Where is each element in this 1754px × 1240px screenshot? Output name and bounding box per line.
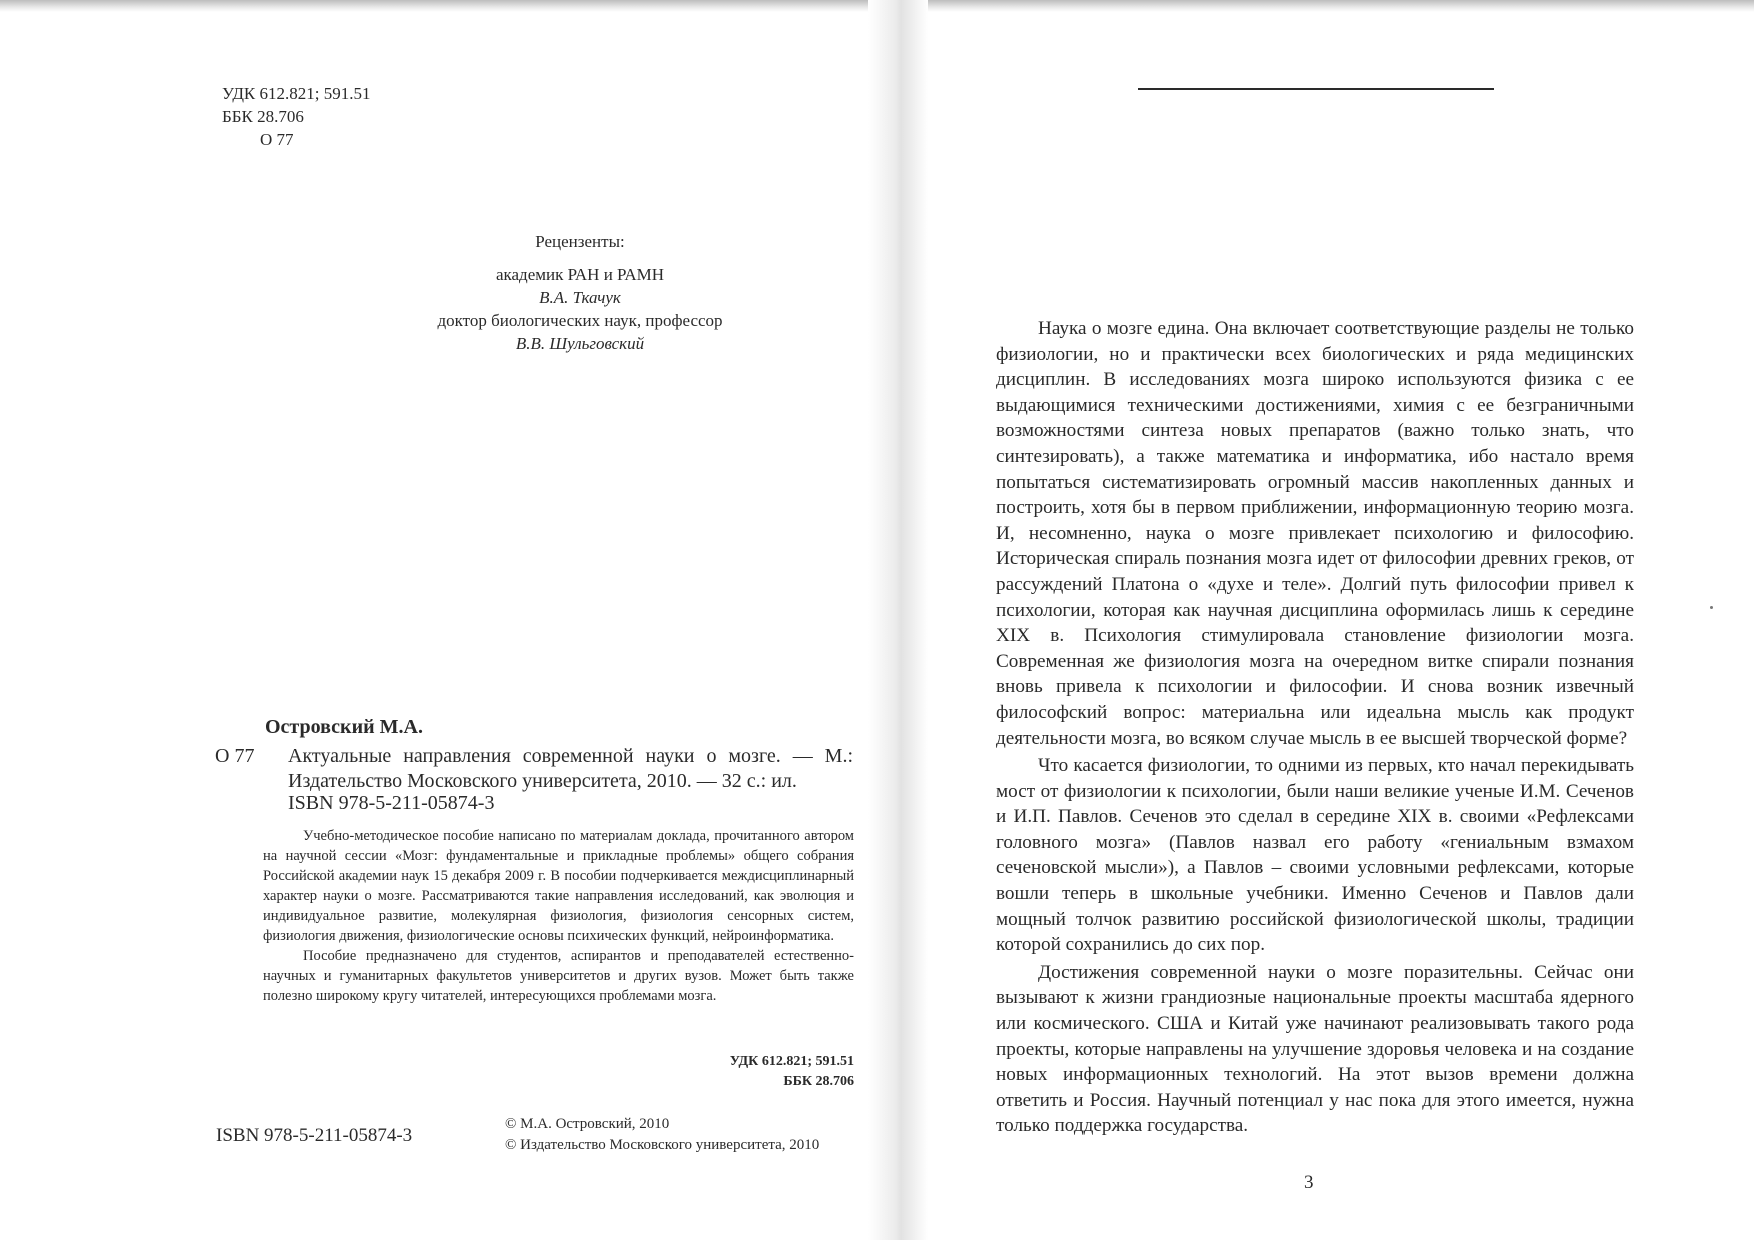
bbk-code: ББК 28.706 — [222, 107, 304, 126]
bbk-code-bottom: ББК 28.706 — [783, 1074, 854, 1089]
main-text — [996, 316, 1634, 1139]
copyright-author: © М.А. Островский, 2010 — [505, 1116, 670, 1132]
catalog-isbn: ISBN 978-5-211-05874-3 — [288, 792, 495, 814]
body-paragraph: Что касается физиологии, то одними из первых, кто начал перекидывать мост от физиологии к психологии, были наши великие ученые И.М. Сеченов и И.П. Павлов. Сеченов это сделал в середине XIX в. своими «Рефлексами головного мозга» (Павлов назвал его работу «гениальным взмахом сеченовской мысли»), а Павлов – своими условными рефлексами, которые вошли теперь в школьные учебники. Именно Сеченов и Павлов дали мощный толчок развитию российской физиологической школы, традиции которой сохранились до сих пор. — [996, 755, 1634, 956]
reviewers-block — [380, 230, 780, 355]
body-paragraph: Достижения современной науки о мозге поразительны. Сейчас они вызывают к жизни грандиозные национальные проекты масштаба ядерного или космического. США и Китай уже начинают реализовывать такого рода проекты, которые направлены на улучшение здоровья человека и на создание новых информационных технологий. На этот вызов времени должна ответить и Россия. Научный потенциал у нас пока для этого имеется, нужна только поддержка государства. — [996, 961, 1634, 1137]
copyright-publisher: © Издательство Московского университета, 2010 — [505, 1137, 820, 1153]
reviewer-title: академик РАН и РАМН — [495, 265, 665, 284]
reviewer-title: доктор биологических наук, профессор — [437, 311, 723, 330]
body-paragraph: Наука о мозге едина. Она включает соответствующие разделы не только физиологии, но и практически всех биологических и ряда медицинских дисциплин. В исследованиях мозга широко используются физика с ее выдающимися техническими достижениями, химия с ее безграничными возможностями синтеза новых препаратов (важно только знать, что синтезировать), а также математика и информатика, ибо настало время попытаться систематизировать огромный массив накопленных данных и построить, хотя бы в первом приближении, информационную теорию мозга. И, несомненно, наука о мозге привлекает психологию и философию. Историческая спираль познания мозга идет от философии древних греков, от рассуждений Платона о «духе и теле». Долгий путь философии привел к психологии, которая как научная дисциплина оформилась лишь к середине XIX в. Психология стимулировала становление физиологии мозга. Современная же физиология мозга на очередном витке спирали познания вновь привела к психологии и философии. И снова возник извечный философский вопрос: материальна или идеальна мысль как продукт деятельности мозга, во всяком случае мысль в ее высшей творческой форме? — [996, 318, 1634, 749]
reviewer-name: В.А. Ткачук — [539, 288, 621, 307]
catalog-author: Островский М.А. — [265, 716, 423, 738]
classification-codes-bottom — [730, 1052, 854, 1092]
author-mark: О 77 — [260, 130, 294, 149]
copyright-block — [505, 1114, 819, 1156]
reviewer-name: В.В. Шульговский — [515, 334, 645, 353]
header-rule — [1138, 88, 1494, 90]
udk-code: УДК 612.821; 591.51 — [222, 84, 371, 103]
catalog-citation: Актуальные направления современной науки о мозге. — М.: Издательство Московского университета, 2010. — 32 с.: ил. — [288, 745, 853, 792]
reviewers-heading: Рецензенты: — [535, 232, 625, 251]
abstract-paragraph: Учебно-методическое пособие написано по материалам доклада, прочитанного автором на научной сессии «Мозг: фундаментальные и прикладные проблемы» общего собрания Российской академии наук 15 декабря 2009 г. В пособии подчеркивается междисциплинарный характер науки о мозге. Рассматриваются такие направления исследований, как эволюция и индивидуальное развитие, молекулярная физиология, физиология сенсорных систем, физиология движения, физиологические основы психических функций, нейроинформатика. — [263, 828, 854, 944]
classification-codes — [222, 82, 370, 151]
page-number: 3 — [1304, 1172, 1314, 1193]
scan-speck — [1710, 606, 1713, 609]
isbn-bottom: ISBN 978-5-211-05874-3 — [216, 1125, 413, 1146]
abstract — [263, 826, 854, 1006]
abstract-paragraph: Пособие предназначено для студентов, аспирантов и преподавателей естественно-научных и гуманитарных факультетов университетов и других вузов. Может быть также полезно широкому кругу читателей, интересующихся проблемами мозга. — [263, 948, 854, 1004]
udk-code-bottom: УДК 612.821; 591.51 — [729, 1054, 854, 1069]
right-page — [900, 0, 1754, 1240]
catalog-code: О 77 — [215, 745, 255, 767]
